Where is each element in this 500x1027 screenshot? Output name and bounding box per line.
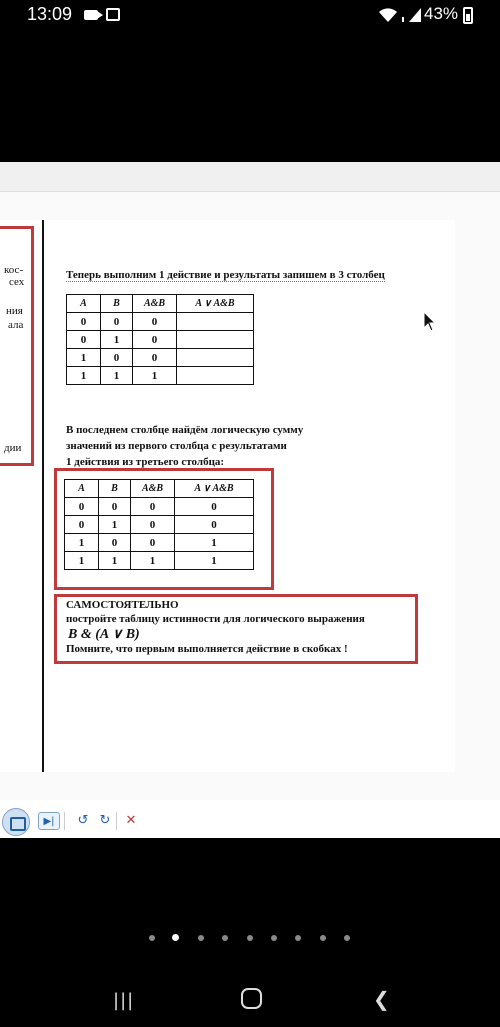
table-header: A&B [131, 480, 175, 498]
table-cell [177, 331, 254, 349]
battery-icon [463, 7, 473, 24]
left-fragment-text: сех [9, 276, 25, 288]
home-icon[interactable] [241, 988, 262, 1009]
section-title: Теперь выполним 1 действие и результаты запишем в 3 столбец [66, 269, 385, 281]
table-header-row [65, 480, 254, 498]
table-row [65, 516, 254, 534]
table-cell [177, 349, 254, 367]
table-cell: 0 [67, 313, 101, 331]
table-cell [177, 367, 254, 385]
page-dot[interactable] [295, 935, 301, 941]
redo-icon[interactable]: ↻ [99, 813, 111, 828]
table-cell: 1 [175, 552, 254, 570]
table-row [67, 313, 254, 331]
table-cell: 1 [131, 552, 175, 570]
left-fragment-text: ала [8, 319, 24, 331]
signal-bars-icon [408, 7, 422, 23]
signal-icon [401, 7, 407, 23]
task-formula: B & (A ∨ B) [68, 627, 140, 642]
page-dot[interactable] [198, 935, 204, 941]
page-dot[interactable] [222, 935, 228, 941]
table-row [65, 534, 254, 552]
page-dot[interactable] [271, 935, 277, 941]
table-header: A ∨ A&B [175, 480, 254, 498]
table-cell: 0 [131, 534, 175, 552]
navigation-bar [0, 970, 500, 1027]
left-fragment-text: дии [4, 442, 22, 454]
table-header: B [99, 480, 131, 498]
table-cell: 1 [133, 367, 177, 385]
truth-table-2 [64, 479, 254, 570]
table-cell: 1 [99, 516, 131, 534]
status-time: 13:09 [27, 4, 73, 24]
task-heading: САМОСТОЯТЕЛЬНО [66, 599, 179, 611]
left-fragment-text: ния [6, 305, 23, 317]
wifi-icon [378, 7, 398, 23]
table-cell: 1 [99, 552, 131, 570]
task-line-1: постройте таблицу истинности для логического выражения [66, 613, 365, 625]
table-header: A&B [133, 295, 177, 313]
table-header: A [65, 480, 99, 498]
table-cell: 0 [65, 498, 99, 516]
next-icon[interactable]: ▶| [38, 812, 60, 830]
left-fragment-text: кос- [4, 264, 24, 276]
table-cell: 0 [65, 516, 99, 534]
page-dot[interactable] [247, 935, 253, 941]
table-cell: 0 [67, 331, 101, 349]
table-cell: 0 [133, 349, 177, 367]
gallery-icon [106, 8, 120, 21]
task-line-2: Помните, что первым выполняется действие в скобках ! [66, 643, 348, 655]
table-cell: 1 [101, 367, 133, 385]
table-row [65, 498, 254, 516]
page-dot[interactable] [344, 935, 350, 941]
table-cell: 1 [101, 331, 133, 349]
left-red-frame [0, 226, 34, 466]
page-dot-active[interactable] [172, 934, 179, 941]
undo-icon[interactable]: ↺ [77, 813, 89, 828]
player-menu-button[interactable] [2, 808, 30, 836]
cursor-arrow-icon [423, 311, 437, 333]
truth-table-1 [66, 294, 254, 385]
table-header: A [67, 295, 101, 313]
paragraph-line: В последнем столбце найдём логическую сумму [66, 424, 304, 436]
table-row [67, 349, 254, 367]
table-cell: 0 [175, 498, 254, 516]
table-header: B [101, 295, 133, 313]
table-header: A ∨ A&B [177, 295, 254, 313]
status-bar [0, 0, 500, 32]
table-cell: 0 [101, 349, 133, 367]
table-cell: 1 [65, 552, 99, 570]
toolbar-divider [64, 812, 65, 830]
table-row [67, 367, 254, 385]
table-row [65, 552, 254, 570]
table-cell: 0 [99, 498, 131, 516]
table-cell: 1 [67, 367, 101, 385]
video-icon [84, 10, 98, 20]
table-cell: 0 [175, 516, 254, 534]
table-cell [177, 313, 254, 331]
table-cell: 0 [131, 498, 175, 516]
close-icon[interactable]: ✕ [125, 813, 137, 828]
document-photo [0, 162, 500, 838]
back-icon[interactable]: ❮ [373, 987, 390, 1011]
page-indicator [0, 930, 500, 946]
table-cell: 0 [99, 534, 131, 552]
toolbar-divider [116, 812, 117, 830]
recent-apps-icon[interactable]: ||| [113, 990, 135, 1011]
battery-percent: 43% [424, 4, 459, 23]
table-cell: 1 [65, 534, 99, 552]
paragraph-line: значений из первого столбца с результатами [66, 440, 287, 452]
table-cell: 0 [101, 313, 133, 331]
table-cell: 0 [133, 331, 177, 349]
table-cell: 0 [131, 516, 175, 534]
page-dot[interactable] [149, 935, 155, 941]
paragraph-line: 1 действия из третьего столбца: [66, 456, 225, 468]
table-cell: 0 [133, 313, 177, 331]
page-dot[interactable] [320, 935, 326, 941]
table-row [67, 331, 254, 349]
window-top-strip [0, 162, 500, 192]
table-cell: 1 [175, 534, 254, 552]
column-divider [42, 220, 44, 772]
table-cell: 1 [67, 349, 101, 367]
table-header-row [67, 295, 254, 313]
